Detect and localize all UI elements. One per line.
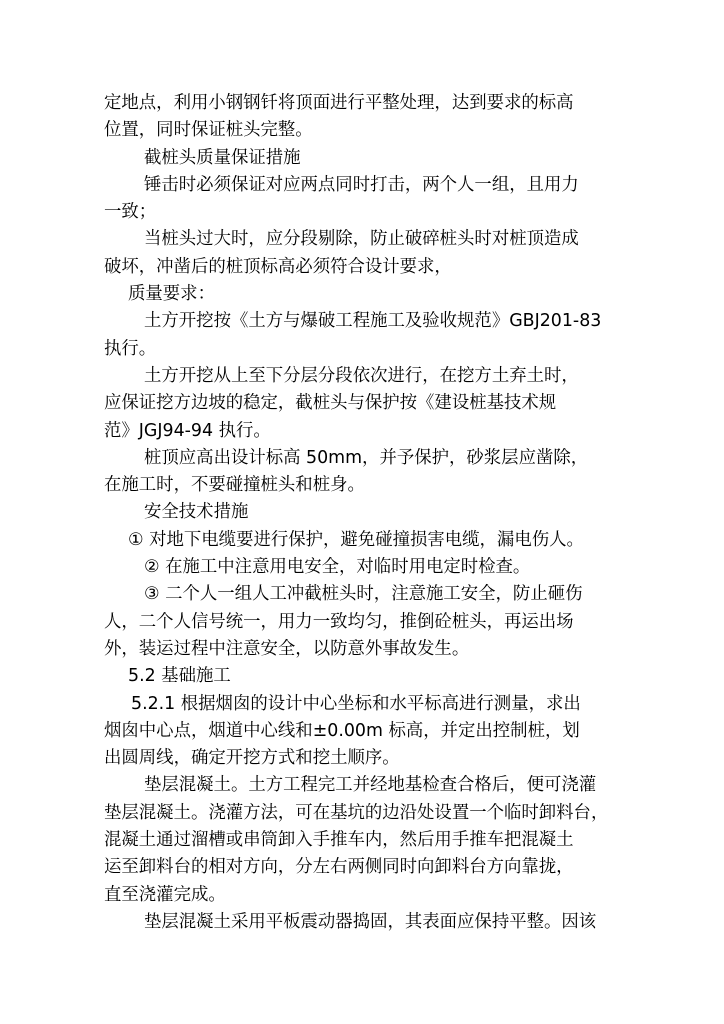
text-line: 一致； bbox=[104, 202, 157, 223]
text-line: 出圆周线，确定开挖方式和挖土顺序。 bbox=[104, 748, 400, 769]
text-line: 范》JGJ94-94 执行。 bbox=[104, 420, 271, 441]
text-line: 5.2 基础施工 bbox=[128, 666, 231, 687]
text-line: 锤击时必须保证对应两点同时打击，两个人一组，且用力 bbox=[144, 174, 579, 195]
text-line: ③ 二个人一组人工冲截桩头时，注意施工安全，防止砸伤 bbox=[144, 584, 583, 605]
text-line: ① 对地下电缆要进行保护，避免碰撞损害电缆，漏电伤人。 bbox=[128, 529, 584, 550]
text-line: 执行。 bbox=[104, 338, 157, 359]
text-line: 外，装运过程中注意安全，以防意外事故发生。 bbox=[104, 638, 470, 659]
text-line: 人，二个人信号统一，用力一致均匀，推倒砼桩头，再运出场 bbox=[104, 611, 574, 632]
text-line: 直至浇灌完成。 bbox=[104, 884, 226, 905]
text-line: 质量要求： bbox=[128, 284, 215, 305]
text-line: 截桩头质量保证措施 bbox=[144, 147, 301, 168]
text-line: 垫层混凝土。土方工程完工并经地基检查合格后，便可浇灌 bbox=[144, 775, 597, 796]
text-line: 定地点，利用小钢钢钎将顶面进行平整处理，达到要求的标高 bbox=[104, 93, 574, 113]
text-line: 垫层混凝土。浇灌方法，可在基坑的边沿处设置一个临时卸料台， bbox=[104, 802, 609, 823]
text-line: ② 在施工中注意用电安全，对临时用电定时检查。 bbox=[144, 557, 531, 578]
text-line: 在施工时，不要碰撞桩头和桩身。 bbox=[104, 475, 365, 496]
text-line: 混凝土通过溜槽或串筒卸入手推车内，然后用手推车把混凝土 bbox=[104, 830, 574, 851]
text-line: 桩顶应高出设计标高 50mm，并予保护，砂浆层应凿除， bbox=[144, 447, 589, 468]
text-line: 安全技术措施 bbox=[144, 502, 249, 523]
text-line: 烟囱中心点，烟道中心线和±0.00m 标高，并定出控制桩，划 bbox=[104, 720, 580, 741]
text-line: 垫层混凝土采用平板震动器捣固，其表面应保持平整。因该 bbox=[144, 911, 597, 932]
text-line: 5.2.1 根据烟囱的设计中心坐标和水平标高进行测量，求出 bbox=[131, 693, 581, 714]
text-line: 破坏，冲凿后的桩顶标高必须符合设计要求， bbox=[104, 256, 452, 277]
text-line: 位置，同时保证桩头完整。 bbox=[104, 120, 313, 141]
text-line: 土方开挖按《土方与爆破工程施工及验收规范》GBJ201-83 bbox=[144, 311, 602, 332]
document-page bbox=[104, 90, 644, 936]
text-line: 运至卸料台的相对方向，分左右两侧同时向卸料台方向靠拢， bbox=[104, 857, 574, 878]
text-line: 应保证挖方边坡的稳定，截桩头与保护按《建设桩基技术规 bbox=[104, 393, 557, 414]
document-body bbox=[104, 90, 644, 936]
text-line: 当桩头过大时，应分段剔除，防止破碎桩头时对桩顶造成 bbox=[144, 229, 579, 250]
text-line: 土方开挖从上至下分层分段依次进行，在挖方土弃土时， bbox=[144, 365, 579, 386]
